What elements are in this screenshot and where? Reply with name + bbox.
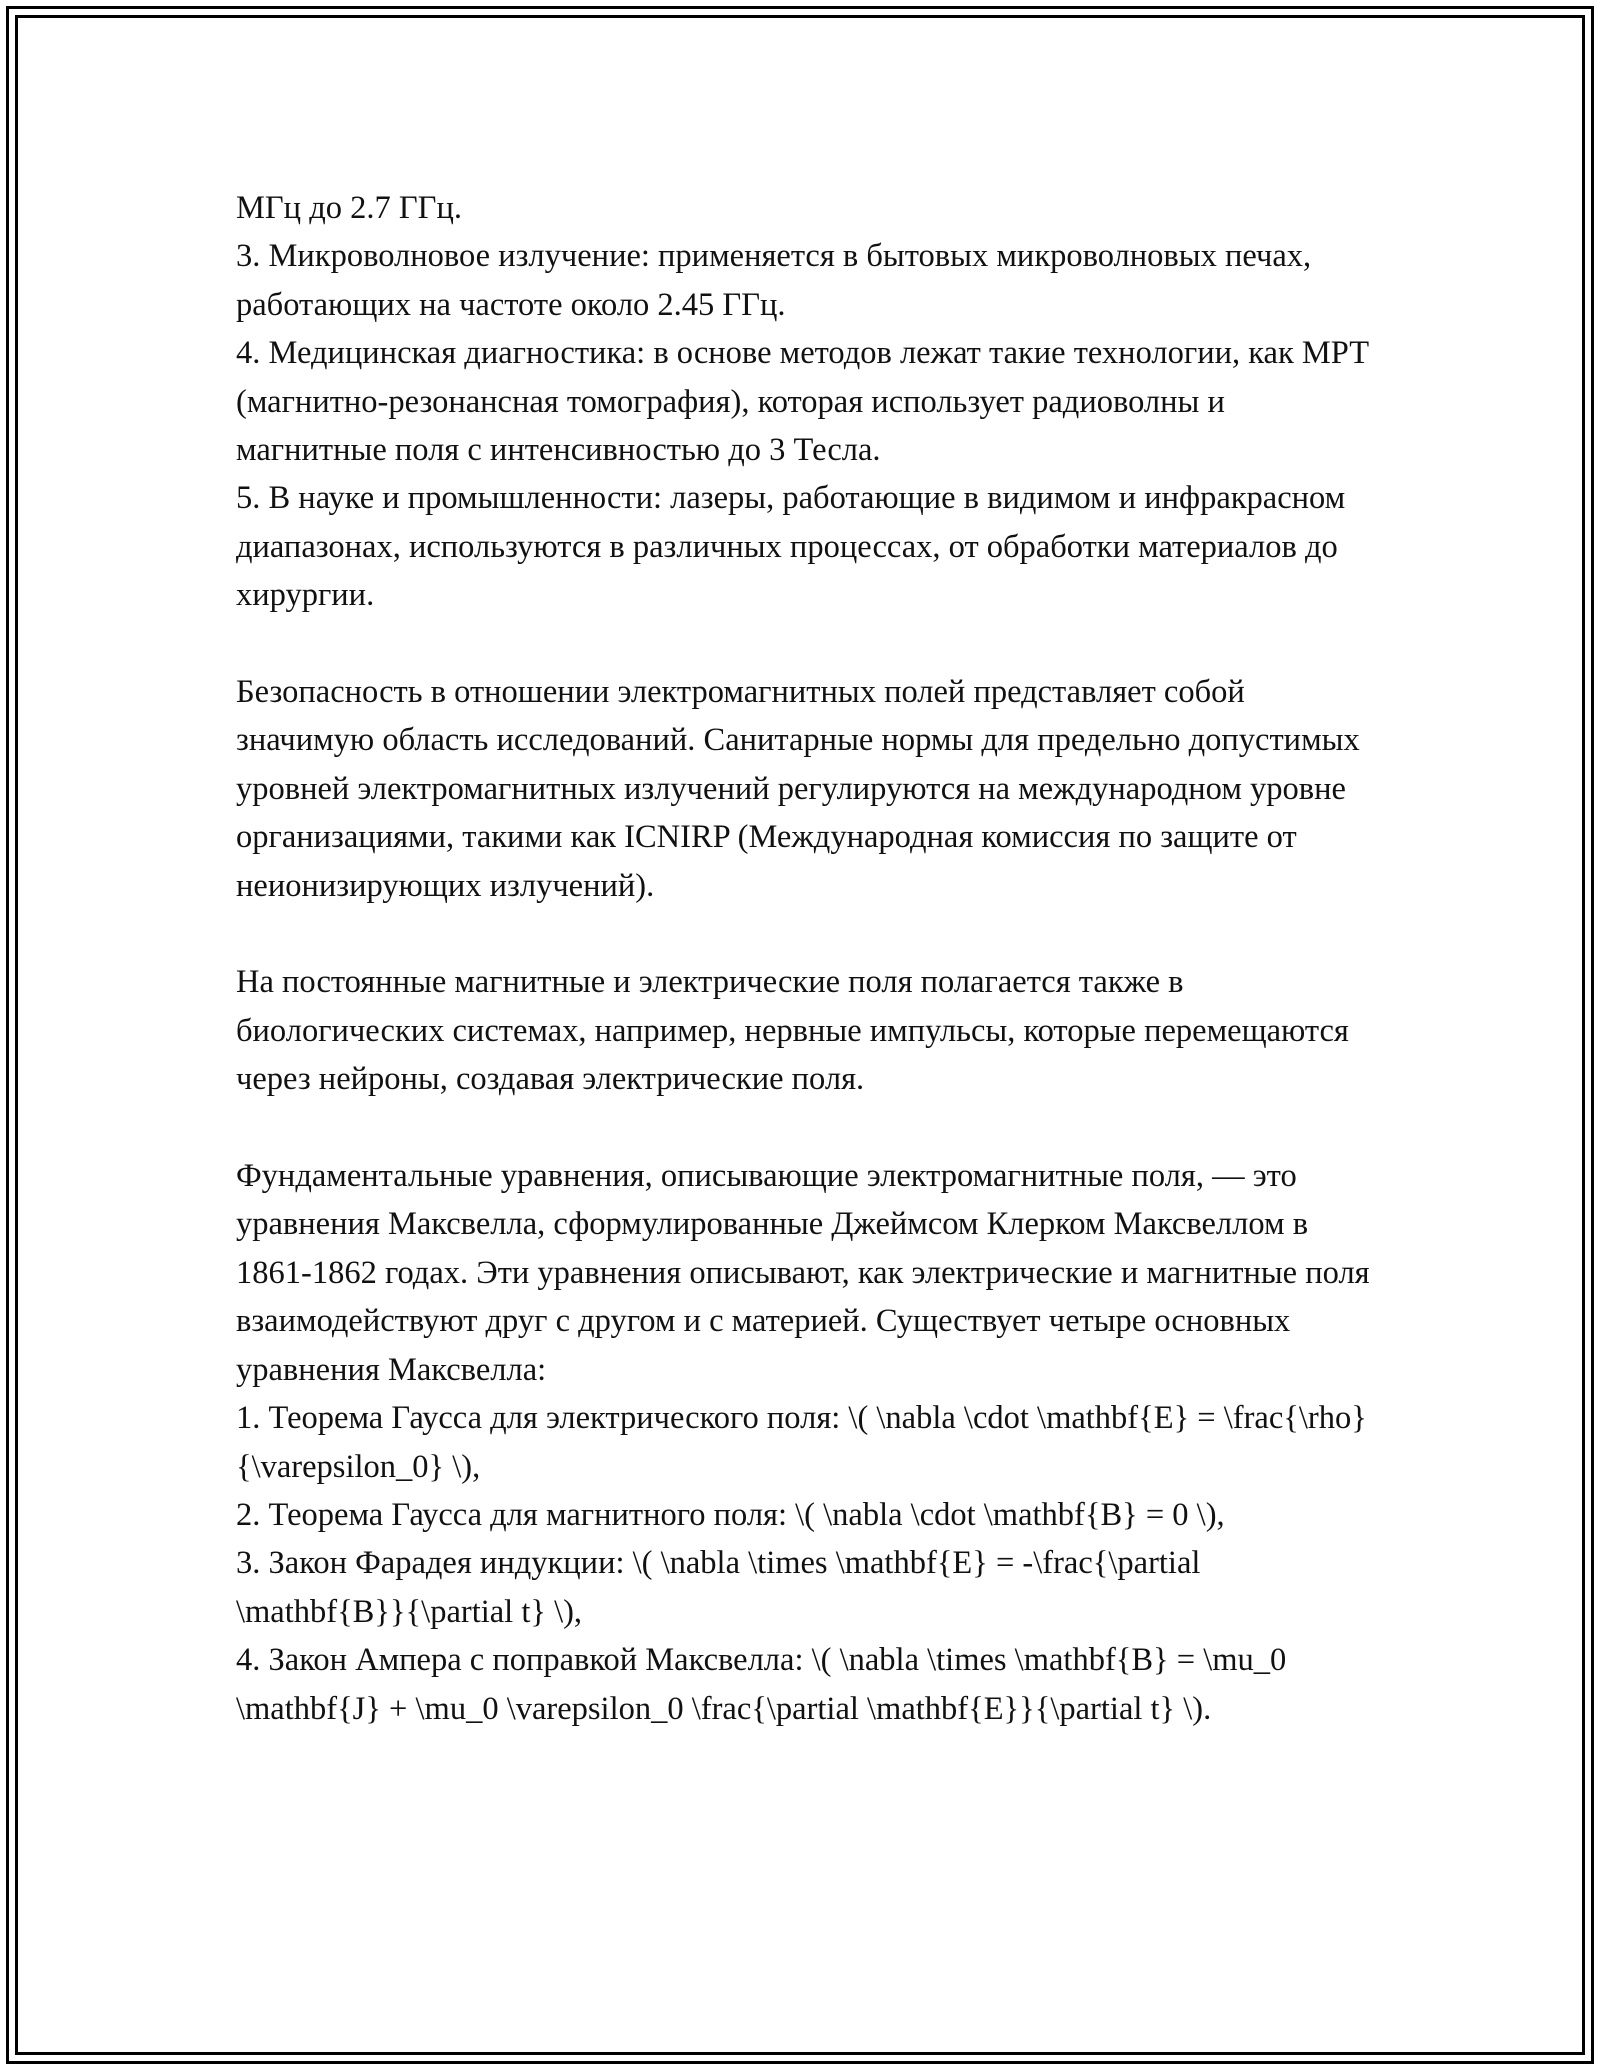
list-item-microwave: 3. Микроволновое излучение: применяется в бытовых микроволновых печах, работающих на частоте около 2.45 ГГц. [236, 238, 1312, 323]
equation-faraday: 3. Закон Фарадея индукции: \( \nabla \times \mathbf{E} = -\frac{\partial \mathbf{B}}{\partial t} \), [236, 1545, 1201, 1630]
paragraph-spacer [236, 910, 1376, 958]
equation-gauss-electric: 1. Теорема Гаусса для электрического поля: \( \nabla \cdot \mathbf{E} = \frac{\rho}{\varepsilon_0} \), [236, 1400, 1367, 1485]
paragraph-spacer [236, 620, 1376, 668]
paragraph-text: Безопасность в отношении электромагнитных полей представляет собой значимую область исследований. Санитарные нормы для предельно допустимых уровней электромагнитных излучений регулируются на международном уровне организациями, такими как ICNIRP (Международная комиссия по защите от неионизирующих излучений). [236, 674, 1360, 904]
paragraph-safety [236, 668, 1376, 910]
paragraph-text: На постоянные магнитные и электрические поля полагается также в биологических системах, например, нервные импульсы, которые перемещаются через нейроны, создавая электрические поля. [236, 964, 1349, 1098]
document-body [236, 184, 1376, 1733]
paragraph-text: Фундаментальные уравнения, описывающие электромагнитные поля, — это уравнения Максвелла, сформулированные Джеймсом Клерком Максвеллом в 1861-1862 годах. Эти уравнения описывают, как электрические и магнитные поля взаимодействуют друг с другом и с материей. Существует четыре основных уравнения Максвелла: [236, 1158, 1370, 1388]
paragraph-biology [236, 958, 1376, 1103]
equation-ampere: 4. Закон Ампера с поправкой Максвелла: \( \nabla \times \mathbf{B} = \mu_0 \mathbf{J} + \mu_0 \varepsilon_0 \frac{\partial \mathbf{E}}{\partial t} \). [236, 1642, 1287, 1727]
equation-gauss-magnetic: 2. Теорема Гаусса для магнитного поля: \( \nabla \cdot \mathbf{B} = 0 \), [236, 1496, 1225, 1533]
list-block-applications [236, 184, 1376, 620]
list-item-science: 5. В науке и промышленности: лазеры, работающие в видимом и инфракрасном диапазонах, используются в различных процессах, от обработки материалов до хирургии. [236, 480, 1346, 614]
list-item-medical: 4. Медицинская диагностика: в основе методов лежат такие технологии, как МРТ (магнитно-резонансная томография), которая использует радиоволны и магнитные поля с интенсивностью до 3 Тесла. [236, 335, 1370, 469]
paragraph-spacer [236, 1104, 1376, 1152]
list-item-continuation: МГц до 2.7 ГГц. [236, 190, 462, 226]
paragraph-maxwell [236, 1152, 1376, 1733]
